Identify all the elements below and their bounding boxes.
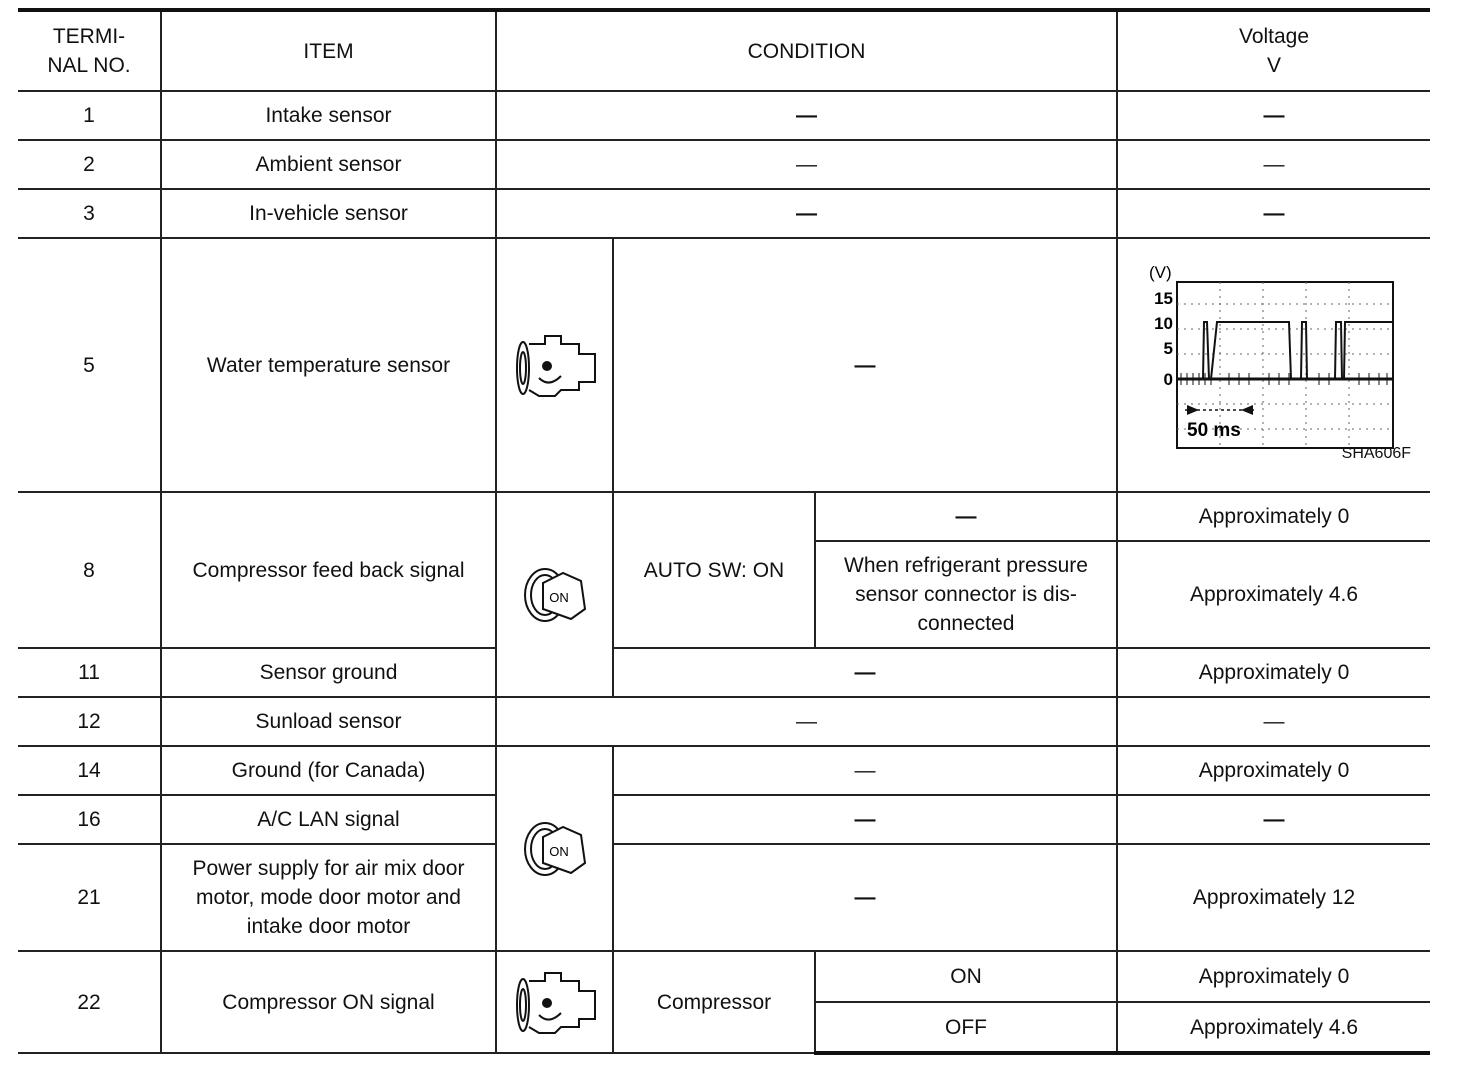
table-row: [18, 844, 1430, 951]
table-row: [18, 189, 1430, 238]
terminal-cell: 5: [18, 238, 161, 492]
voltage-cell: Approximately 4.6: [1117, 541, 1430, 648]
item-cell: Sensor ground: [161, 648, 496, 697]
condition-cell: —: [496, 189, 1117, 238]
sub-condition-cell: —: [815, 492, 1117, 541]
condition-cell: —: [613, 844, 1117, 951]
ignition-key-on-icon: [519, 559, 591, 631]
table-row: [18, 697, 1430, 746]
terminal-cell: 3: [18, 189, 161, 238]
item-cell: A/C LAN signal: [161, 795, 496, 844]
condition-cell: —: [613, 746, 1117, 795]
table-row: [18, 746, 1430, 795]
voltage-cell: Approximately 0: [1117, 648, 1430, 697]
voltage-cell: Approximately 0: [1117, 951, 1430, 1002]
waveform-unit: (V): [1149, 263, 1172, 282]
sub-condition-cell: ON: [815, 951, 1117, 1002]
voltage-cell: —: [1117, 795, 1430, 844]
voltage-cell: —: [1117, 91, 1430, 140]
waveform-cell: [1117, 238, 1430, 492]
voltage-cell: Approximately 0: [1117, 492, 1430, 541]
condition-cell: —: [496, 91, 1117, 140]
oscilloscope-waveform: [1129, 260, 1419, 470]
condition-cell: —: [496, 697, 1117, 746]
item-cell: Sunload sensor: [161, 697, 496, 746]
terminal-cell: 12: [18, 697, 161, 746]
header-voltage: Voltage V: [1117, 10, 1430, 91]
condition-cell: AUTO SW: ON: [613, 492, 815, 648]
time-division-label: 50 ms: [1187, 420, 1241, 441]
item-cell: In-vehicle sensor: [161, 189, 496, 238]
table-row: [18, 492, 1430, 541]
y-tick-label: 10: [1154, 314, 1174, 333]
terminal-cell: 11: [18, 648, 161, 697]
table-row: [18, 951, 1430, 1002]
sub-condition-cell: When refrigerant pressure sensor connector is dis- connected: [815, 541, 1117, 648]
terminal-cell: 8: [18, 492, 161, 648]
ignition-key-on-icon: [519, 813, 591, 885]
header-terminal: TERMI- NAL NO.: [18, 10, 161, 91]
header-row: [18, 10, 1430, 91]
header-item: ITEM: [161, 10, 496, 91]
item-cell: Water temperature sensor: [161, 238, 496, 492]
y-tick-label: 15: [1154, 289, 1174, 308]
item-cell: Ambient sensor: [161, 140, 496, 189]
svg-text:ON: ON: [548, 843, 569, 859]
voltage-cell: Approximately 0: [1117, 746, 1430, 795]
condition-cell: Compressor: [613, 951, 815, 1053]
header-condition: CONDITION: [496, 10, 1117, 91]
terminal-cell: 14: [18, 746, 161, 795]
svg-text:ON: ON: [548, 589, 569, 605]
voltage-cell: Approximately 4.6: [1117, 1002, 1430, 1053]
sub-condition-cell: OFF: [815, 1002, 1117, 1053]
table-row: [18, 140, 1430, 189]
condition-cell: —: [496, 140, 1117, 189]
item-cell: Compressor feed back signal: [161, 492, 496, 648]
engine-icon-cell: [496, 951, 613, 1053]
terminal-cell: 22: [18, 951, 161, 1053]
voltage-cell: —: [1117, 140, 1430, 189]
terminal-cell: 16: [18, 795, 161, 844]
y-tick-label: 5: [1163, 339, 1174, 358]
condition-cell: —: [613, 648, 1117, 697]
condition-cell: —: [613, 795, 1117, 844]
engine-running-icon: [511, 967, 599, 1037]
terminal-cell: 21: [18, 844, 161, 951]
item-cell: Ground (for Canada): [161, 746, 496, 795]
ignition-icon-cell: [496, 492, 613, 697]
engine-icon-cell: [496, 238, 613, 492]
y-tick-label: 0: [1163, 370, 1174, 389]
terminal-voltage-table: [18, 8, 1430, 1055]
figure-code: SHA606F: [1341, 445, 1412, 462]
terminal-cell: 1: [18, 91, 161, 140]
item-cell: Intake sensor: [161, 91, 496, 140]
item-cell: Compressor ON signal: [161, 951, 496, 1053]
ignition-icon-cell: [496, 746, 613, 951]
voltage-cell: —: [1117, 697, 1430, 746]
voltage-cell: —: [1117, 189, 1430, 238]
table-row: [18, 648, 1430, 697]
engine-running-icon: [511, 330, 599, 400]
voltage-cell: Approximately 12: [1117, 844, 1430, 951]
terminal-cell: 2: [18, 140, 161, 189]
table-row: [18, 795, 1430, 844]
item-cell: Power supply for air mix door motor, mode door motor and intake door motor: [161, 844, 496, 951]
table-row: [18, 238, 1430, 492]
table-row: [18, 91, 1430, 140]
condition-cell: —: [613, 238, 1117, 492]
